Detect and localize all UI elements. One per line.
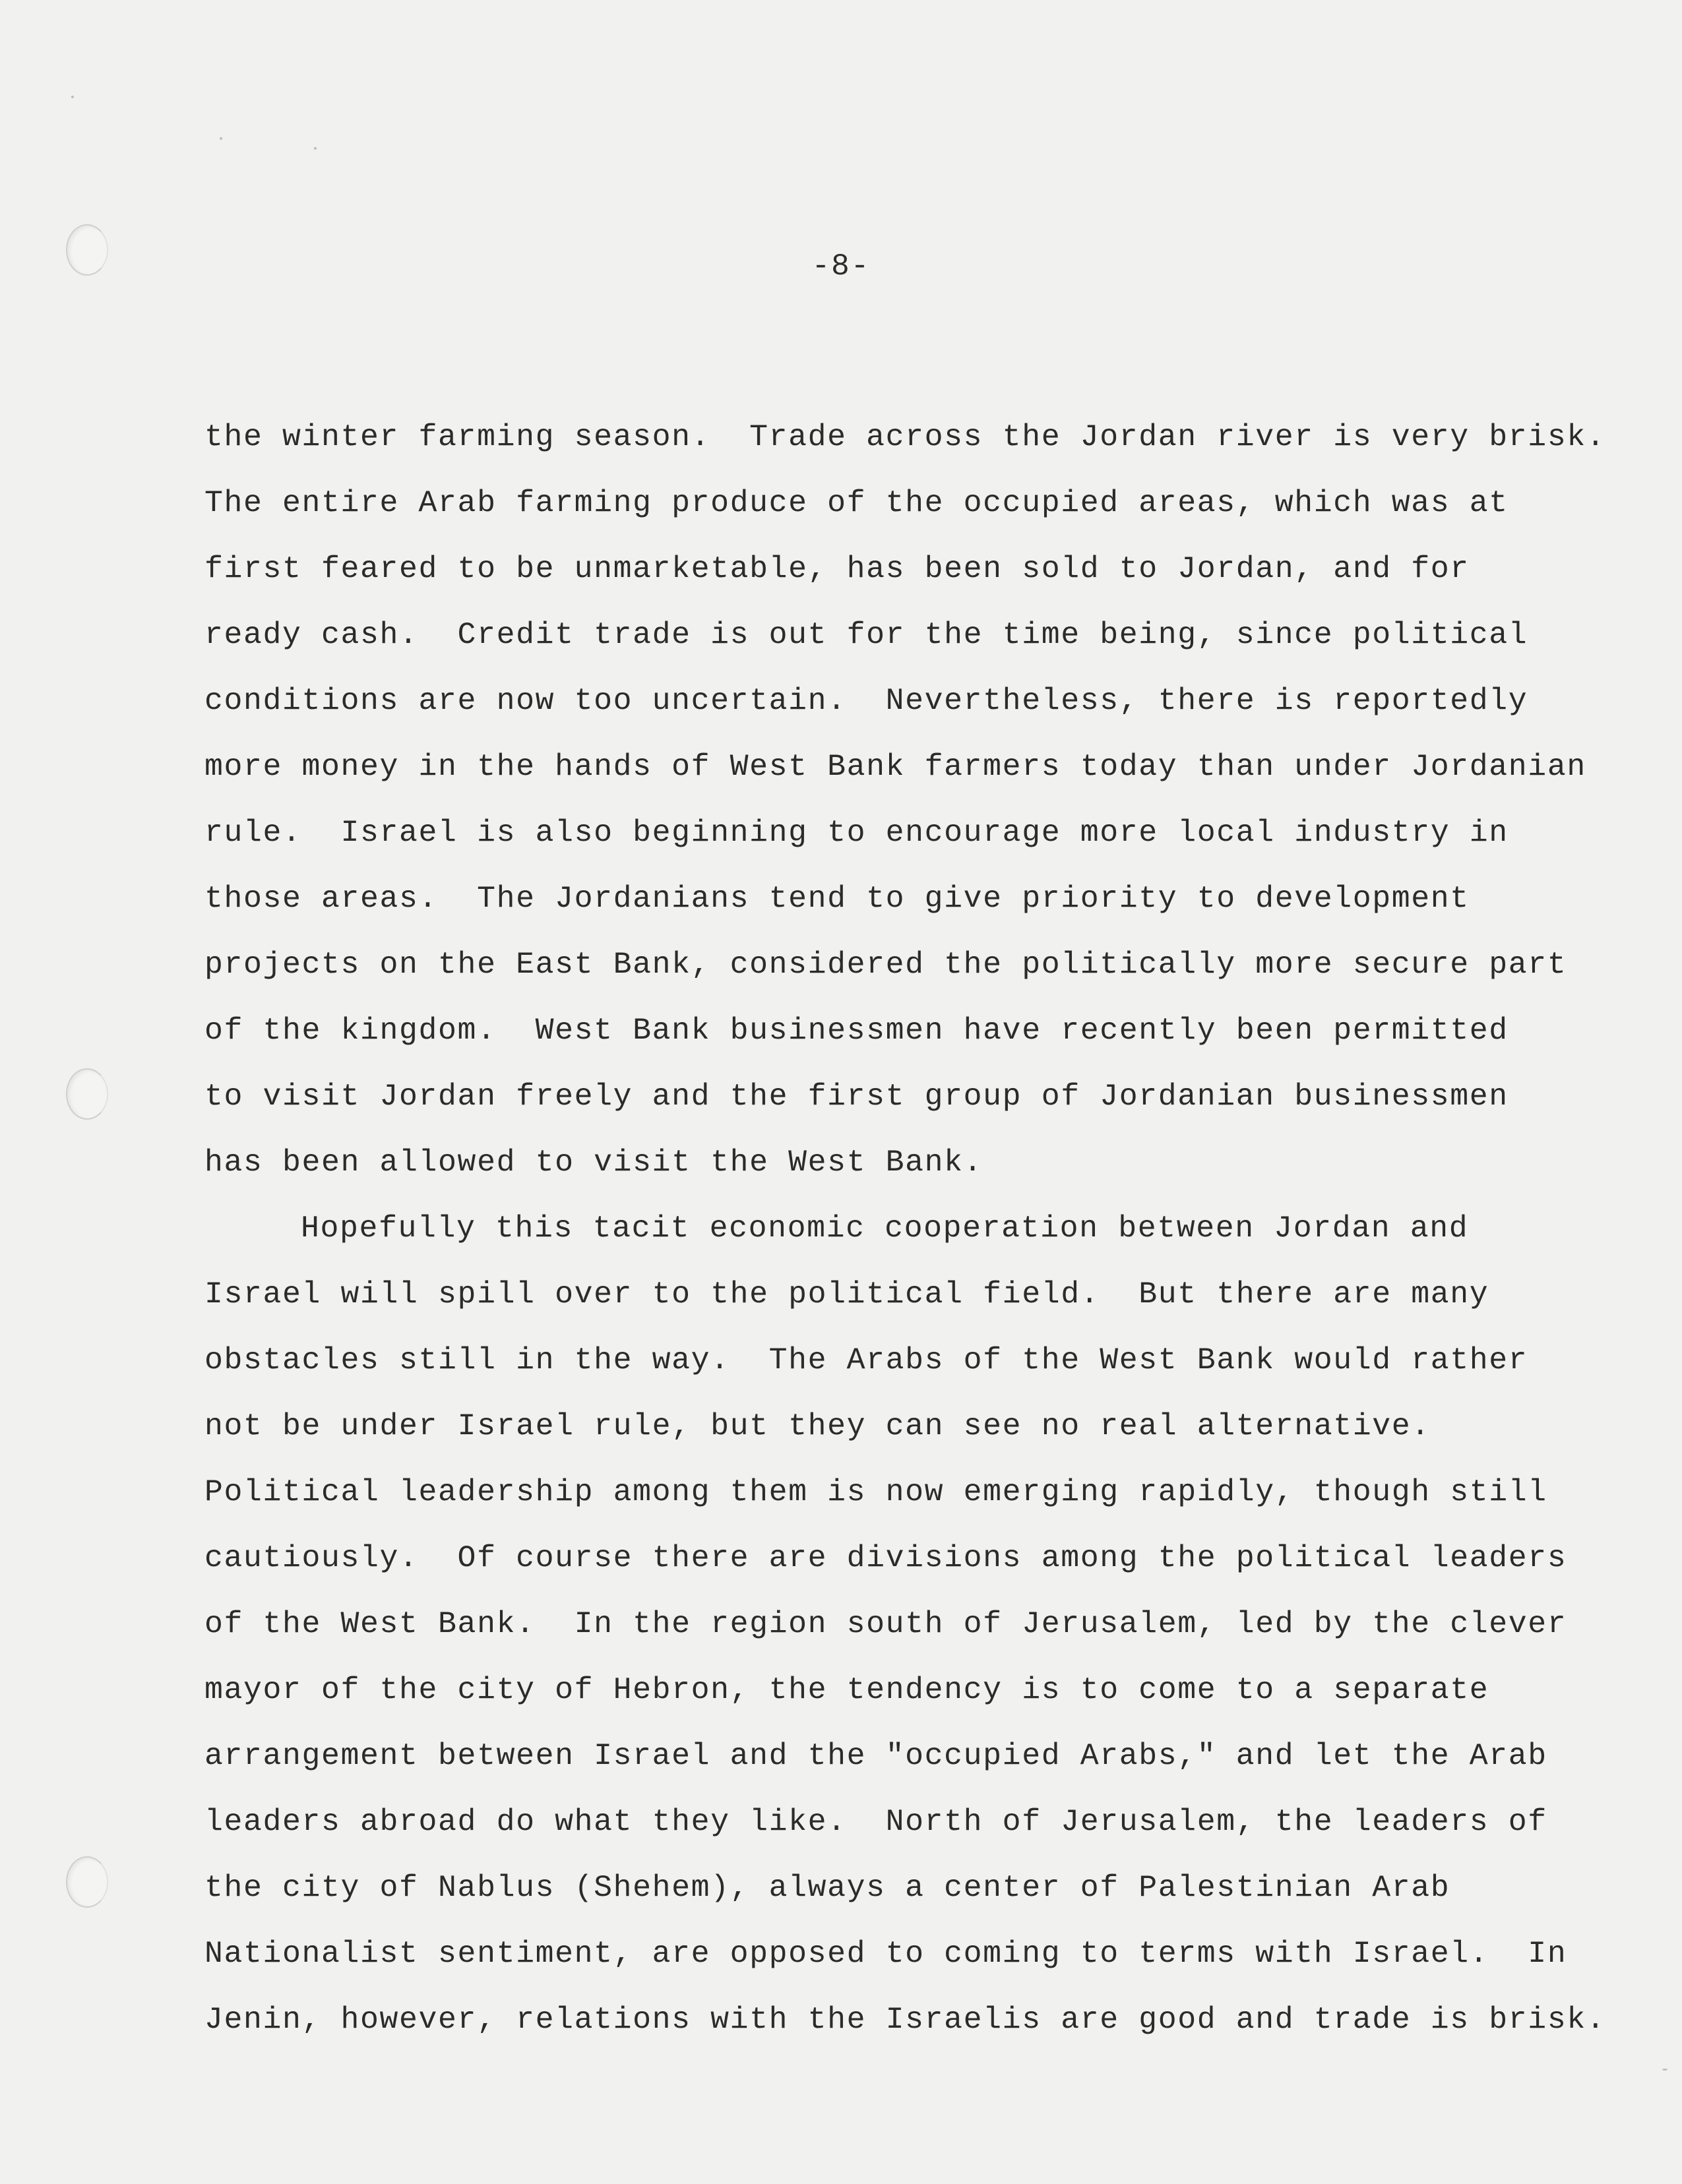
text-line: first feared to be unmarketable, has been sold to Jordan, and for bbox=[204, 551, 1470, 586]
paper-speck bbox=[71, 96, 74, 98]
text-line: ready cash. Credit trade is out for the time being, since political bbox=[204, 617, 1528, 652]
text-line: the city of Nablus (Shehem), always a center of Palestinian Arab bbox=[204, 1870, 1450, 1905]
text-line: Nationalist sentiment, are opposed to coming to terms with Israel. In bbox=[204, 1936, 1567, 1971]
paper-speck bbox=[220, 137, 222, 140]
text-line: the winter farming season. Trade across the Jordan river is very brisk. bbox=[204, 419, 1606, 454]
text-line: projects on the East Bank, considered the politically more secure part bbox=[204, 947, 1567, 982]
body-text bbox=[204, 415, 1642, 2064]
text-line: Hopefully this tacit economic cooperation between Jordan and bbox=[301, 1211, 1469, 1246]
text-line: Jenin, however, relations with the Israelis are good and trade is brisk. bbox=[204, 2002, 1606, 2037]
text-line: has been allowed to visit the West Bank. bbox=[204, 1145, 983, 1180]
text-line: rule. Israel is also beginning to encourage more local industry in bbox=[204, 815, 1509, 850]
paper-speck bbox=[314, 147, 317, 150]
text-line: Political leadership among them is now emerging rapidly, though still bbox=[204, 1474, 1547, 1509]
text-line: those areas. The Jordanians tend to give priority to development bbox=[204, 881, 1470, 916]
binder-punch-hole bbox=[66, 1856, 108, 1908]
text-line: leaders abroad do what they like. North of Jerusalem, the leaders of bbox=[204, 1804, 1547, 1839]
text-line: mayor of the city of Hebron, the tendency is to come to a separate bbox=[204, 1672, 1489, 1707]
text-line: The entire Arab farming produce of the occupied areas, which was at bbox=[204, 485, 1509, 520]
page-number: -8- bbox=[811, 249, 871, 284]
binder-punch-hole bbox=[66, 1068, 108, 1120]
paragraph-2 bbox=[204, 1207, 1642, 2064]
text-line: Israel will spill over to the political field. But there are many bbox=[204, 1277, 1489, 1312]
text-line: of the West Bank. In the region south of Jerusalem, led by the clever bbox=[204, 1606, 1567, 1641]
text-line: cautiously. Of course there are divisions among the political leaders bbox=[204, 1540, 1567, 1575]
text-line: of the kingdom. West Bank businessmen have recently been permitted bbox=[204, 1013, 1509, 1048]
text-line: obstacles still in the way. The Arabs of the West Bank would rather bbox=[204, 1343, 1528, 1378]
text-line: arrangement between Israel and the "occupied Arabs," and let the Arab bbox=[204, 1738, 1547, 1773]
text-line: conditions are now too uncertain. Nevertheless, there is reportedly bbox=[204, 683, 1528, 718]
paragraph-1 bbox=[204, 415, 1642, 1207]
text-line: not be under Israel rule, but they can see no real alternative. bbox=[204, 1409, 1431, 1443]
text-line: more money in the hands of West Bank farmers today than under Jordanian bbox=[204, 749, 1586, 784]
text-line: to visit Jordan freely and the first group of Jordanian businessmen bbox=[204, 1079, 1509, 1114]
paper-speck bbox=[1662, 2069, 1667, 2071]
